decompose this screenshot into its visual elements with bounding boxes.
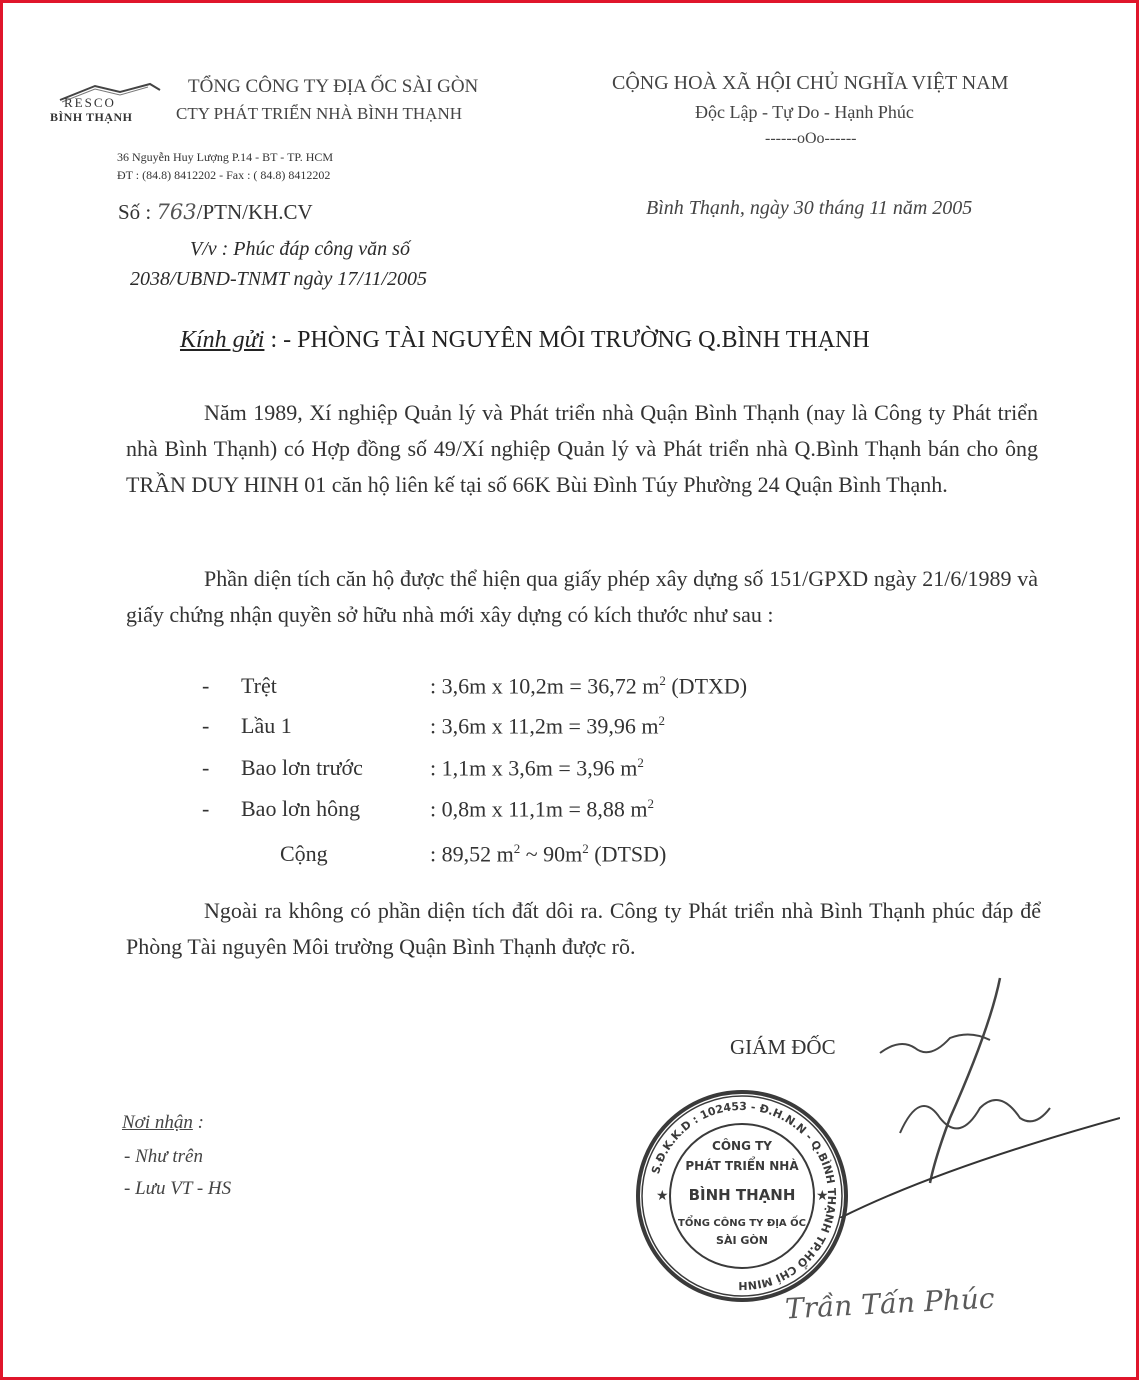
area-label: Bao lơn trước [241, 755, 363, 780]
area-label: Trệt [241, 673, 277, 698]
logo-text-bottom: BÌNH THẠNH [50, 110, 133, 124]
total-label: Cộng [280, 841, 328, 866]
company-phone-fax: ĐT : (84.8) 8412202 - Fax : ( 84.8) 8412202 [117, 168, 331, 182]
stamp-line1: CÔNG TY [712, 1139, 772, 1153]
body-paragraph-1 [126, 395, 1038, 503]
area-row [0, 713, 1139, 749]
stamp-ring-text: S.Đ.K.K.D : 102453 - Đ.H.N.N - Q.BÌNH THẠNH TP.HỒ CHÍ MINH [649, 1099, 839, 1293]
org-line2: CTY PHÁT TRIỂN NHÀ BÌNH THẠNH [176, 104, 463, 123]
so-handwritten-number: 763 [156, 200, 197, 224]
area-dash: - [202, 713, 210, 738]
paragraph-2-text: Phần diện tích căn hộ được thể hiện qua giấy phép xây dựng số 151/GPXD ngày 21/6/1989 và giấy chứng nhận quyền sở hữu nhà mới xây dựng có kích thước như sau : [126, 566, 1038, 627]
company-address: 36 Nguyễn Huy Lượng P.14 - BT - TP. HCM [117, 150, 334, 164]
handwritten-signature [820, 968, 1120, 1218]
area-value: : 3,6m x 10,2m = 36,72 $m^2$ (DTXD) [430, 673, 748, 699]
document-date: Bình Thạnh, ngày 30 tháng 11 năm 2005 [646, 197, 973, 219]
recipient-line [180, 327, 870, 354]
stamp-line5: SÀI GÒN [716, 1234, 768, 1247]
area-value: : 0,8m x 11,1m = 8,88 $m^2$ [430, 796, 655, 822]
recipient-text: : - PHÒNG TÀI NGUYÊN MÔI TRƯỜNG Q.BÌNH THẠNH [264, 327, 870, 353]
body-paragraph-3 [126, 893, 1041, 965]
stamp-line2: PHÁT TRIỂN NHÀ [685, 1159, 799, 1173]
stamp-line4: TỔNG CÔNG TY ĐỊA ỐC [678, 1218, 806, 1229]
recipient-item: - Như trên [124, 1146, 203, 1167]
org-line1: TỔNG CÔNG TY ĐỊA ỐC SÀI GÒN [188, 76, 479, 97]
area-label: Lầu 1 [241, 713, 292, 738]
recipient-label: Kính gửi [180, 327, 265, 353]
body-paragraph-2 [126, 561, 1038, 633]
area-row [0, 673, 1139, 709]
area-dash: - [202, 755, 210, 780]
document-number [118, 200, 313, 225]
area-row [0, 796, 1139, 832]
recipient-item: - Lưu VT - HS [124, 1178, 232, 1199]
area-dash: - [202, 796, 210, 821]
nation-title: CỘNG HOÀ XÃ HỘI CHỦ NGHĨA VIỆT NAM [612, 72, 1009, 94]
recipients-colon: : [192, 1112, 204, 1133]
logo-text-top: RESCO [64, 95, 116, 110]
stamp-star-right: ★ [816, 1189, 829, 1204]
header-decoration: ------oOo------ [765, 130, 857, 147]
paragraph-1-text: Năm 1989, Xí nghiệp Quản lý và Phát triển nhà Quận Bình Thạnh (nay là Công ty Phát triển nhà Bình Thạnh) có Hợp đồng số 49/Xí nghiệp Quản lý và Phát triển nhà Q.Bình Thạnh bán cho ông TRẦN DUY HINH 01 căn hộ liên kế tại số 66K Bùi Đình Túy Phường 24 Quận Bình Thạnh. [126, 400, 1038, 497]
total-value: : 89,52 $m^2$ ~ $90m^2$ (DTSD) [430, 841, 667, 867]
area-total-row [0, 841, 1139, 877]
signer-title: GIÁM ĐỐC [730, 1035, 836, 1059]
recipients-label: Nơi nhận [122, 1112, 193, 1133]
area-value: : 1,1m x 3,6m = 3,96 $m^2$ [430, 755, 644, 781]
stamp-star-left: ★ [656, 1189, 669, 1204]
stamp-line3: BÌNH THẠNH [688, 1186, 796, 1204]
company-logo [50, 80, 170, 130]
subject-line1: V/v : Phúc đáp công văn số [190, 238, 410, 260]
area-label: Bao lơn hông [241, 796, 361, 821]
nation-motto: Độc Lập - Tự Do - Hạnh Phúc [695, 102, 914, 122]
so-suffix: /PTN/KH.CV [196, 200, 313, 224]
area-dash: - [202, 673, 210, 698]
company-stamp [634, 1088, 850, 1304]
paragraph-3-text: Ngoài ra không có phần diện tích đất dôi ra. Công ty Phát triển nhà Bình Thạnh phúc đáp để Phòng Tài nguyên Môi trường Quận Bình Thạnh được rõ. [126, 898, 1041, 959]
recipients-heading [122, 1112, 204, 1134]
signer-name: Trần Tấn Phúc [784, 1281, 996, 1326]
area-value: : 3,6m x 11,2m = 39,96 $m^2$ [430, 713, 666, 739]
so-label: Số : [118, 200, 152, 224]
subject-line2: 2038/UBND-TNMT ngày 17/11/2005 [130, 268, 428, 290]
area-row [0, 755, 1139, 791]
